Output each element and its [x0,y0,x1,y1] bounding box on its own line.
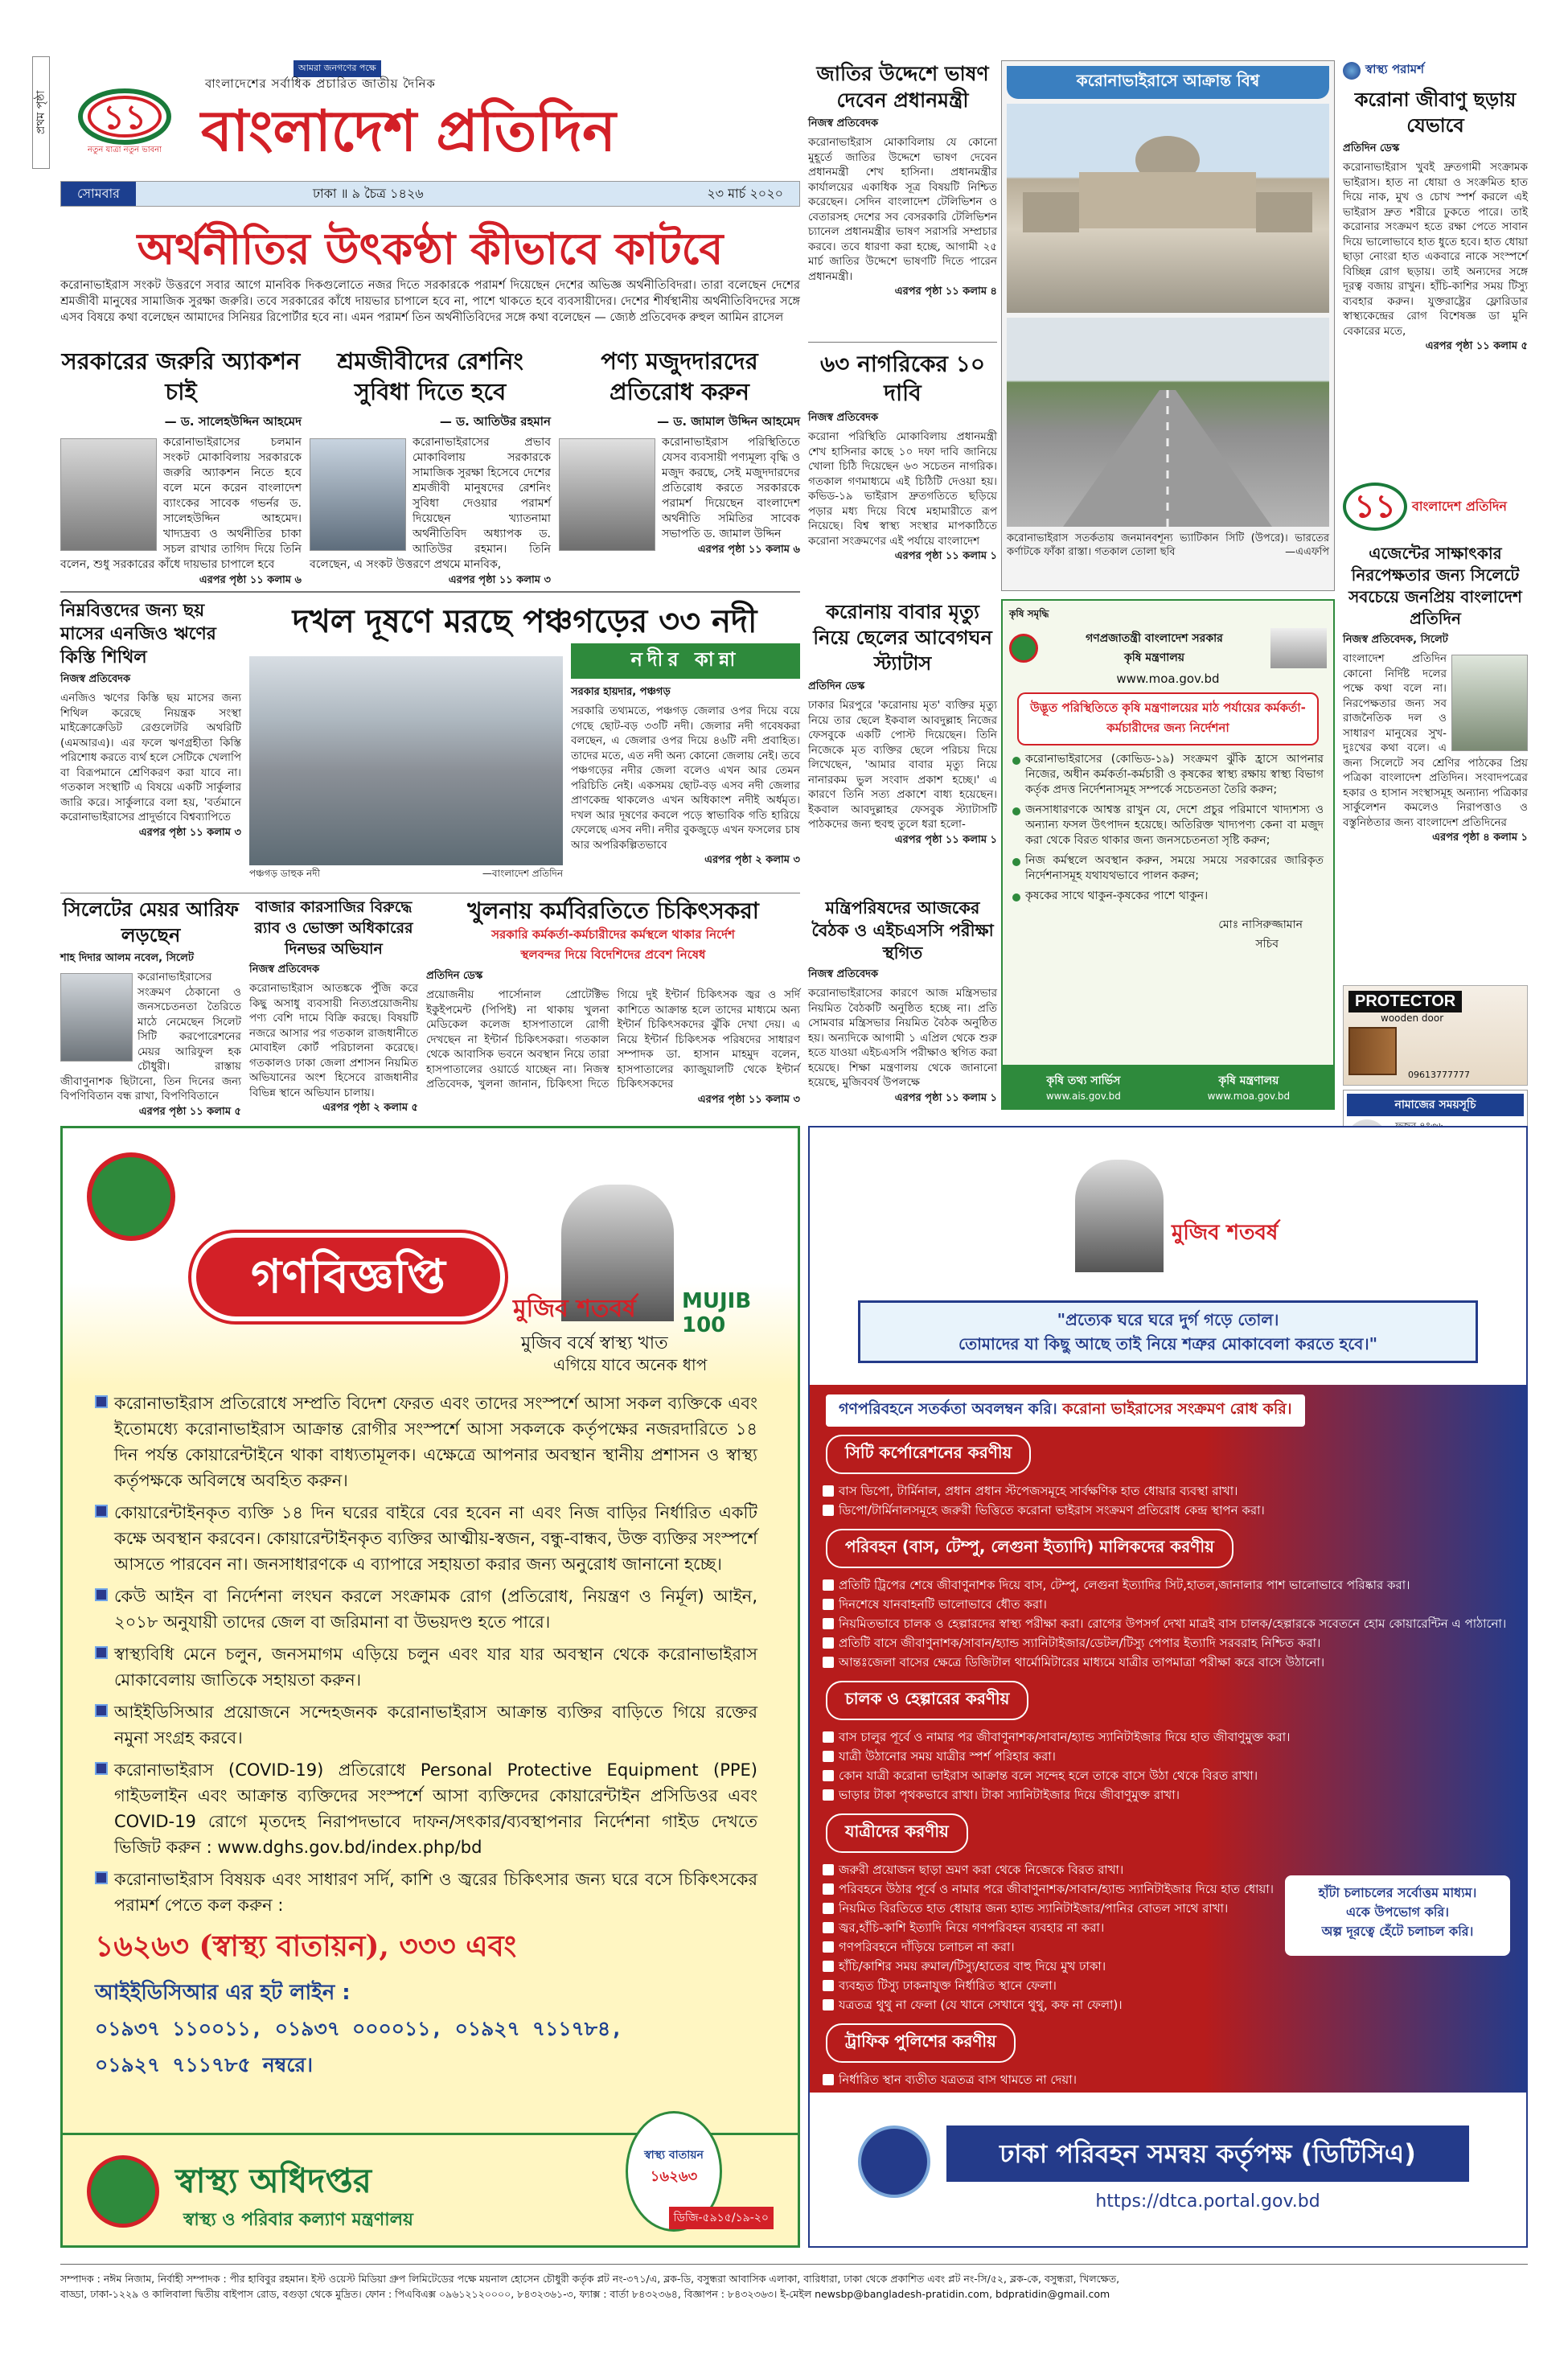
dtca-item-text: ব্যবহৃত টিস্যু ঢাকনাযুক্ত নির্ধারিত স্থানে ফেলা। [839,1978,1057,1993]
lead-col-1-title: সরকারের জরুরি অ্যাকশন চাই [61,347,301,405]
dtca-item [823,1482,1526,1500]
prayer-title: নামাজের সময়সূচি [1347,1094,1524,1116]
market-byline: নিজস্ব প্রতিবেদক [249,963,320,975]
protector-brand: PROTECTOR [1348,991,1462,1012]
dtca-item-text: প্রতিটি বাসে জীবাণুনাশক/সাবান/হ্যান্ড স্যানিটাইজার/ডেটল/টিস্যু পেপার ইত্যাদি সরবরাহ নিশ্চিত করা। [839,1636,1321,1650]
imprint-line-1: সম্পাদক : নঈম নিজাম, নির্বাহী সম্পাদক : পীর হাবিবুর রহমান। ইস্ট ওয়েস্ট মিডিয়া গ্রুপ লিমিটেডের পক্ষে ময়নাল হোসেন চৌধুরী কর্তৃক প্লট নং-৩৭১/এ, ব্লক-ডি, বসুন্ধরা আবাসিক এলাকা, বারিধারা, ঢাকা থেকে প্রকাশিত এবং প্লট নং-সি/৫২, ব্লক-কে, বসুন্ধরা, খিলক্ষেত, [60,2273,1120,2285]
date-bar [60,181,800,207]
rivers-story [249,599,800,883]
english-date: ২৩ মার্চ ২০২০ [707,185,783,201]
bullet-icon [823,1922,834,1933]
dghs-item-text: আইইডিসিআর প্রয়োজনে সন্দেহজনক করোনাভাইরাস আক্রান্ত ব্যক্তির বাড়িতে গিয়ে রক্তের নমুনা সংগ্রহ করবে। [114,1702,757,1748]
page-tag: প্রথম পৃষ্ঠা [32,56,50,169]
tagline-top: আমরা জনগণের পক্ষে [293,60,381,77]
dtca-org: ঢাকা পরিবহন সমন্বয় কর্তৃপক্ষ (ডিটিসিএ) [946,2126,1469,2182]
day-label: সোমবার [61,182,136,206]
agri-ad [1001,599,1335,1110]
mayor-byline: শাহ দিদার আলম নবেল, সিলেট [60,952,194,964]
health-story [1343,60,1528,355]
dghs-item-text: কোয়ারেন্টাইনকৃত ব্যক্তি ১৪ দিন ঘরের বাইরে বের হবেন না এবং নিজ বাড়ির নির্ধারিত একটি কক্ষে অবস্থান করবেন। কোয়ারেন্টাইনকৃত ব্যক্তির আত্মীয়-স্বজন, বন্ধু-বান্ধব, উক্ত ব্যক্তির সংস্পর্শে আসতে পারবেন না। জনসাধারণকে এ ব্যাপারে সহায়তা করার জন্য অনুরোধ জানানো হচ্ছে। [114,1503,757,1574]
bullet-icon [823,1999,834,2011]
citizens-story [808,350,997,565]
mujib-100: MUJIB 100 [682,1289,752,1337]
bullet-icon [1012,807,1020,815]
dtca-section-title: যাত্রীদের করণীয় [826,1813,968,1853]
dtca-url[interactable]: https://dtca.portal.gov.bd [1095,2191,1320,2212]
dtca-item [823,1501,1526,1519]
dghs-item-text: স্বাস্থ্যবিধি মেনে চলুন, জনসমাগম এড়িয়ে চলুন এবং যার যার অবস্থান থেকে করোনাভাইরাস মোকাবেলায় জাতিকে সহায়তা করুন। [114,1645,757,1690]
dghs-list [63,1386,798,1918]
khulna-story [426,897,800,1109]
dtca-item [823,1786,1526,1804]
dtca-main [810,1385,1526,2093]
bullet-icon [823,1751,834,1762]
place-date: ঢাকা ॥ ৯ চৈত্র ১৪২৬ [312,185,424,201]
agent-byline: নিজস্ব প্রতিবেদক, সিলেট [1343,634,1448,646]
mujib-logo-text: মুজিব শতবর্ষ [513,1295,636,1323]
market-story [249,897,418,1117]
bullet-icon [823,1637,834,1649]
dghs-item [95,1699,757,1751]
dtca-item-text: ডিপো/টার্মিনালসমূহে জরুরী ভিত্তিতে করোনা ভাইরাস সংক্রমণ প্রতিরোধ কেন্দ্র স্থাপন করা। [839,1503,1265,1518]
dghs-ad-id: ডিজি-৫৯১৫/১৯-২০ [669,2207,774,2229]
agri-notice-title: উদ্ভূত পরিস্থিতিতে কৃষি মন্ত্রণালয়ের মাঠ পর্যায়ের কর্মকর্তা-কর্মচারীদের জন্য নির্দেশনা [1017,692,1319,745]
dtca-item [823,1748,1526,1765]
health-title: করোনা জীবাণু ছড়ায় যেভাবে [1354,88,1517,137]
dghs-hotline: ১৬২৬৩ (স্বাস্থ্য বাতায়ন), ৩৩৩ এবং [95,1929,517,1963]
dghs-slogan-1: মুজিব বর্ষে স্বাস্থ্য খাত [521,1333,668,1353]
agri-item [1012,803,1324,848]
lead-col-3-byline: — ড. জামাল উদ্দিন আহমেদ [657,414,800,429]
agri-signer-title: সচিব [1255,938,1279,951]
bullet-icon [823,1770,834,1781]
dtca-emblem [858,2126,930,2198]
bullet-icon [95,1395,108,1408]
dtca-item [823,1615,1526,1633]
agri-footer [1003,1065,1333,1108]
batayon-number: ১৬২৬৩ [650,2168,698,2185]
portrait-atiur [310,438,406,551]
dtca-item-text: জ্বর,হাঁচি-কাশি ইত্যাদি নিয়ে গণপরিবহন ব্যবহার না করা। [839,1920,1105,1935]
dghs-item [95,1757,757,1860]
lead-col-3-text: করোনাভাইরাস পরিস্থিতিতে যেসব ব্যবসায়ী পণ্যমূল্য বৃদ্ধি ও মজুদ করছে, সেই মজুদদারদের প্রতিরোধ করতে সরকারকে পরামর্শ দিয়েছেন বাংলাদেশ অর্থনীতি সমিতির সাবেক সভাপতি ড. জামাল উদ্দিন [662,436,800,540]
dghs-item [95,1390,757,1493]
dtca-quote-1: "প্রত্যেক ঘরে ঘরে দুর্গ গড়ে তোল। [1057,1310,1279,1329]
lead-col-1-byline: — ড. সালেহউদ্দিন আহমেদ [164,414,302,429]
bullet-icon [823,1883,834,1895]
dghs-org: স্বাস্থ্য অধিদপ্তর [175,2161,371,2200]
dtca-item [823,1576,1526,1594]
walk-line-3: অল্প দূরত্বে হেঁটে চলাচল করি। [1321,1924,1474,1939]
dtca-item-text: নিয়মিতভাবে চালক ও হেল্পারদের স্বাস্থ্য পরীক্ষা করা। রোগের উপসর্গ দেখা মাত্রই বাস চালক/হেল্পারকে সবেতনে হোম কোয়ারেন্টিন এ পাঠানো। [839,1616,1507,1631]
bullet-icon [95,1871,108,1884]
agent-portrait [1451,655,1528,751]
dtca-item-text: দিনশেষে যানবাহনটি ভালোভাবে ধৌত করা। [839,1597,1047,1612]
agri-item [1012,889,1324,904]
status-text: ঢাকার মিরপুরে 'করোনায় মৃত' ব্যক্তির মৃত্যু নিয়ে তার ছেলে ইকবাল আবদুল্লাহ নিজের ফেসবুকে একটি পোস্ট দিয়েছেন। তিনি নিজেকে মৃত ব্যক্তির ছেলে পরিচয় দিয়ে লিখেছেন, 'আমার বাবার মৃত্যু নিয়ে নানারকম ভুল সংবাদ প্রকাশ হচ্ছে।' এ কারণে তিনি সত্য প্রকাশে বাধ্য হয়েছেন। ইকবাল আবদুল্লাহর ফেসবুক স্ট্যাটাসটি পাঠকদের জন্য হুবহু তুলে ধরা হলো- [808,699,997,831]
govt-emblem [1009,634,1038,663]
khulna-title: খুলনায় কর্মবিরতিতে চিকিৎসকরা [467,897,759,924]
dghs-item [95,1500,757,1577]
lead-col-1-text: করোনাভাইরাসের চলমান সংকট মোকাবিলায় সরকারকে জরুরি অ্যাকশন নিতে হবে বলে মনে করেন বাংলাদেশ ব্যাংকের সাবেক গভর্নর ড. সালেহউদ্দিন আহমেদ। খাদ্যদ্রব্য ও অর্থনীতির চাকা সচল রাখার তাগিদ দিয়ে তিনি বলেন, শুধু সরকারের কাঁধে দায়ভার চাপালে হবে [60,436,302,571]
citizens-byline: নিজস্ব প্রতিবেদক [808,412,879,424]
bullet-icon [1012,893,1020,902]
ais-url[interactable]: www.ais.gov.bd [1045,1090,1121,1102]
agri-item [1012,853,1324,884]
dghs-title: গণবিজ্ঞপ্তি [191,1233,505,1321]
dtca-footer [810,2101,1526,2246]
moa-label: কৃষি মন্ত্রণালয় [1218,1074,1279,1087]
batayon-label: স্বাস্থ্য বাতায়ন [644,2149,704,2162]
agent-story [1343,543,1528,847]
house-ad-name: বাংলাদেশ প্রতিদিন [1412,498,1507,514]
photo-header: করোনাভাইরাসে আক্রান্ত বিশ্ব [1007,66,1329,99]
dtca-alert-1: গণপরিবহনে সতর্কতা অবলম্বন করি। [839,1400,1057,1418]
bullet-icon [95,1646,108,1659]
dtca-item-text: নির্ধারিত স্থান ব্যতীত যত্রতত্র বাস থামতে না দেয়া। [839,2072,1077,2087]
lead-intro-text: করোনাভাইরাস সংকট উত্তরণে সবার আগে মানবিক দিকগুলোতে নজর দিতে সরকারকে পরামর্শ দিয়েছেন দেশের অভিজ্ঞ অর্থনীতিবিদরা। তারা বলেছেন দেশের শ্রমজীবী মানুষের সামাজিক সুরক্ষা জরুরি। তবে সরকারের কাঁধে দায়ভার চাপালে হবে না, পাশে থাকতে হবে ব্যবসায়ীদের। দেশের শীর্ষস্থানীয় অর্থনীতিবিদদের সঙ্গে এসব বিষয়ে কথা বলেছেন আমাদের সিনিয়র রিপোর্টার [60,279,800,324]
lead-col-1 [60,346,302,589]
pm-speech-title: জাতির উদ্দেশে ভাষণ দেবেন প্রধানমন্ত্রী [816,62,989,112]
ssc-byline: নিজস্ব প্রতিবেদক [808,968,879,980]
dtca-item [823,1596,1526,1613]
bullet-icon [823,1599,834,1610]
dtca-section-title: পরিবহন (বাস, টেম্পু, লেগুনা ইত্যাদি) মালিকদের করণীয় [826,1529,1233,1568]
agent-title: এজেন্টের সাক্ষাৎকার নিরপেক্ষতার জন্য সিলেটে সবচেয়ে জনপ্রিয় বাংলাদেশ প্রতিদিন [1348,544,1522,628]
dghs-iedcr: আইইডিসিআর এর হট লাইন : [95,1981,351,2005]
dtca-mujib-logo: মুজিব শতবর্ষ [1172,1221,1279,1245]
portrait-jamal [559,438,655,551]
photo-caption-text: করোনাভাইরাস সতর্কতায় জনমানবশূন্য ভ্যাটিকান সিটি (উপরে)। ভারতের কর্ণাটকে ফাঁকা রাস্তা। গতকাল তোলা ছবি [1007,532,1329,558]
lead-intro-text-2: হবে না। এমন পরামর্শ তিন অর্থনীতিবিদের সঙ্গে কথা বলেছেন — জ্যেষ্ঠ প্রতিবেদক রুহুল আমিন রাসেল [311,311,784,324]
khulna-text: প্রয়োজনীয় পার্সোনাল প্রোটেক্টিভ ইকুইপমেন্ট (পিপিই) না থাকায় খুলনা মেডিকেল কলেজ হাসপাতালে রোগী দেখছেন না ইন্টার্ন চিকিৎসকরা। গতকাল থেকে আবাসিক ভবনে অবস্থান নিয়ে তারা হাসপাতালের ওয়ার্ডে যাচ্ছেন না। নিজস্ব প্রতিবেদক, খুলনা জানান, চিকিৎসা দিতে গিয়ে দুই ইন্টার্ন চিকিৎসক জ্বর ও সর্দি কাশিতে আক্রান্ত হলে তাদের মাধ্যমে অন্য ইন্টার্ন চিকিৎসকদের ঝুঁকি দেখা দেয়। এ নিয়ে ইন্টার্ন চিকিৎসক পরিষদের সাধারণ সম্পাদক ডা. হাসান মাহমুদ বলেন, হাসপাতালের ক্যাজুয়ালটি থেকে ইন্টার্ন চিকিৎসকদের [426,988,800,1090]
dghs-ministry: স্বাস্থ্য ও পরিবার কল্যাণ মন্ত্রণালয় [183,2210,413,2230]
bullet-icon [823,1961,834,1972]
dtca-item [823,2071,1526,2089]
mayor-text: করোনাভাইরাসের সংক্রমণ ঠেকানো ও জনসচেতনতা তৈরিতে মাঠে নেমেছেন সিলেট সিটি করপোরেশনের মেয়র আরিফুল হক চৌধুরী। রাস্তায় জীবাণুনাশক ছিটানো, তিন দিনের জন্য বিপণিবিতান বন্ধ রাখা, বিপণিবিতানে [60,971,241,1103]
bullet-icon [95,1704,108,1717]
citizens-continue: এরপর পৃষ্ঠা ১১ কলাম ১ [894,550,997,562]
ssc-text: করোনাভাইরাসের কারণে আজ মন্ত্রিসভার নিয়মিত বৈঠকটি অনুষ্ঠিত হচ্ছে না। প্রতি সোমবার মন্ত্রিসভার নিয়মিত বৈঠক অনুষ্ঠিত হয়। অন্যদিকে আগামী ১ এপ্রিল থেকে শুরু হতে যাওয়া এইচএসসি পরীক্ষাও স্থগিত করা হয়েছে। শিক্ষা মন্ত্রণালয় থেকে জানানো হয়েছে, মুজিববর্ষ উপলক্ষে [808,987,997,1089]
lead-intro [60,277,800,326]
dtca-item [823,1977,1285,1994]
door-image [1348,1027,1397,1075]
walk-line-2: একে উপভোগ করি। [1345,1904,1450,1920]
agri-gov: গণপ্রজাতন্ত্রী বাংলাদেশ সরকার [1086,632,1223,645]
anniversary-text: নতুন যাত্রা নতুন ভাবনা [87,146,162,154]
market-title: বাজার কারসাজির বিরুদ্ধে র‍্যাব ও ভোক্তা অধিকারের দিনভর অভিযান [254,898,413,958]
ssc-continue: এরপর পৃষ্ঠা ১১ কলাম ১ [894,1091,997,1104]
house-ad-number: ১১ [1343,483,1407,531]
anniversary-number: ১১ [102,97,147,137]
dtca-item [823,1957,1285,1975]
ngo-title: নিম্নবিত্তদের জন্য ছয় মাসের এনজিও ঋণের কিস্তি শিথিল [60,600,216,667]
masthead [60,60,800,173]
lead-col-3-title: পণ্য মজুদদারদের প্রতিরোধ করুন [601,347,758,405]
lead-headline: অর্থনীতির উৎকণ্ঠা কীভাবে কাটবে [137,223,724,274]
agri-item-text: করোনাভাইরাসের (কোভিড-১৯) সংক্রমণ ঝুঁকি হ্রাসে আপনার নিজের, অধীন কর্মকর্তা-কর্মচারী ও কৃষকের স্বাস্থ্য রক্ষায় স্বাস্থ্য বিভাগ কর্তৃক প্রদত্ত নির্দেশনাসমূহ সম্পর্কে সচেতনতা তৈরি করুন; [1025,753,1324,796]
bullet-icon [1012,858,1020,866]
bullet-icon [95,1762,108,1775]
bullet-icon [823,1618,834,1629]
dghs-item [95,1583,757,1635]
lead-col-2-continue: এরপর পৃষ্ঠা ১১ কলাম ৩ [448,574,551,586]
status-byline: প্রতিদিন ডেস্ক [808,680,865,692]
health-byline: প্রতিদিন ডেস্ক [1343,142,1400,154]
portrait-salehuddin [60,438,157,551]
walking-box [1285,1875,1510,1956]
agri-item-text: জনসাধারণকে আশ্বস্ত রাখুন যে, দেশে প্রচুর পরিমাণে খাদ্যশস্য ও অন্যান্য ফসল উৎপাদন হয়েছে। অতিরিক্ত খাদ্যপণ্য কেনা বা মজুদ করা থেকে বিরত থাকার জন্য জনসচেতনতা সৃষ্টি করুন; [1025,803,1324,847]
citizens-title: ৬৩ নাগরিকের ১০ দাবি [819,351,986,406]
rivers-continue: এরপর পৃষ্ঠা ২ কলাম ৩ [704,854,800,866]
dtca-item-text: আন্তঃজেলা বাসের ক্ষেত্রে ডিজিটাল থার্মোমিটারের মাধ্যমে যাত্রীর তাপমাত্রা পরীক্ষা করে বাসে উঠানো। [839,1655,1325,1670]
pm-speech-text: করোনাভাইরাস মোকাবিলায় যে কোনো মুহূর্তে জাতির উদ্দেশে ভাষণ দেবেন প্রধানমন্ত্রী শেখ হাসিনা। প্রধানমন্ত্রীর কার্যালয়ের একাধিক সূত্র বিষয়টি নিশ্চিত করেছেন। সেদিন বাংলাদেশ টেলিভিশন ও বেতারসহ দেশের সব বেসরকারি টেলিভিশন চ্যানেল প্রধানমন্ত্রীর ভাষণ সরাসরি সম্প্রচার করবে। তবে ধারণা করা হচ্ছে, আগামী ২৫ মার্চ জাতির উদ্দেশে ভাষণটি দিতে পারেন প্রধানমন্ত্রী। [808,136,997,283]
rivers-title: দখল দূষণে মরছে পঞ্চগড়ের ৩৩ নদী [292,602,757,640]
dtca-item-text: জরুরী প্রয়োজন ছাড়া ভ্রমণ করা থেকে নিজেকে বিরত রাখা। [839,1863,1124,1877]
dtca-mujib-portrait [1075,1160,1164,1272]
agri-item-text: নিজ কর্মস্থলে অবস্থান করুন, সময়ে সময়ে সরকারের জারিকৃত নির্দেশনাসমূহ যথাযথভাবে পালন করুন; [1025,854,1324,882]
bullet-icon [823,2074,834,2085]
photo-box [1001,60,1335,591]
dtca-item-text: যাত্রী উঠানোর সময় যাত্রীর স্পর্শ পরিহার করা। [839,1749,1056,1764]
dtca-item-text: পরিবহনে উঠার পূর্বে ও নামার পরে জীবাণুনাশক/সাবান/হ্যান্ড স্যানিটাইজার দিয়ে হাত ধোয়া। [839,1882,1275,1896]
dghs-item-text: করোনাভাইরাস প্রতিরোধে সম্প্রতি বিদেশ ফেরত এবং তাদের সংস্পর্শে আসা সকল ব্যক্তিকে এবং ইতোমধ্যে করোনাভাইরাস আক্রান্ত রোগীর সংস্পর্শে আসা সকলকে কর্তৃপক্ষের নজরদারিতে ১৪ দিন পর্যন্ত কোয়ারেন্টাইনে থাকা বাধ্যতামূলক। এক্ষেত্রে আপনার অবস্থান স্থানীয় প্রশাসন ও স্বাস্থ্য কর্তৃপক্ষকে অবিলম্বে অবহিত করুন। [114,1394,757,1490]
rivers-banner: নদীর কান্না [571,643,800,679]
house-ad-logo [1343,474,1528,539]
protector-ad [1343,985,1528,1086]
dtca-item-text: প্রতিটি ট্রিপের শেষে জীবাণুনাশক দিয়ে বাস, টেম্পু, লেগুনা ইত্যাদির সিট,হাতল,জানালার পাশ ভালোভাবে পরিষ্কার করা। [839,1578,1410,1592]
bullet-icon [823,1485,834,1497]
imprint-line-2: বাড্ডা, ঢাকা-১২২৯ ও কালিবালা দ্বিতীয় বাইপাস রোড, বগুড়া থেকে মুদ্রিত। ফোন : পিএবিএক্স ০৯৬১২১২০০০০, ৮৪৩২৩৬১-৩, ফ্যাক্স : বার্তা ৮৪৩২৩৬৪, বিজ্ঞাপন : ৮৪৩২৩৬৩। ই-মেইল newsbp@bangladesh-pratidin.com, bdpratidin@gmail.com [60,2288,1110,2300]
bullet-icon [823,1657,834,1668]
dtca-item-text: নিয়মিত বিরতিতে হাত ধোয়ার জন্য হ্যান্ড স্যানিটাইজার/পানির বোতল সাথে রাখা। [839,1901,1229,1916]
health-text: করোনাভাইরাস খুবই দ্রুতগামী সংক্রামক ভাইরাস। হাত না ধোয়া ও সংক্রমিত হাত দিয়ে নাক, মুখ ও চোখ স্পর্শ করলে এই ভাইরাস দ্রুত শরীরে ঢুকতে পারে। তাই করোনার সংক্রমণ হতে রক্ষা পেতে সাবান দিয়ে ভালোভাবে হাত ধুতে হবে। হাত ধোয়া ছাড়া নোংরা হাত একবারে নাকে সংস্পর্শে বিচ্ছিন্ন রোগ ছড়ায়। তাই অন্যদের সঙ্গে দূরত্ব বজায় রাখুন। হাঁচি-কাশির সময় টিস্যু ব্যবহার করুন। যুক্তরাষ্ট্রের ফ্লোরিডার স্বাস্থ্যকেন্দ্রের রোগ বিশেষজ্ঞ ডা মুনি বেকারের মতে, [1343,161,1528,338]
imprint [60,2264,1528,2302]
virus-icon [1343,62,1361,80]
khulna-sub-1: সরকারি কর্মকর্তা-কর্মচারীদের কর্মস্থলে থাকার নির্দেশ [491,927,735,942]
bullet-icon [823,1980,834,1991]
dtca-item-text: যত্রতত্র থুথু না ফেলা (যে খানে সেখানে থুথু, কফ না ফেলা)। [839,1998,1123,2012]
bullet-icon [95,1588,108,1601]
tagline: বাংলাদেশের সর্বাধিক প্রচারিত জাতীয় দৈনিক [205,76,436,91]
lead-col-2-byline: — ড. আতিউর রহমান [439,414,551,429]
ngo-story [60,599,241,842]
agri-kicker: কৃষি সমৃদ্ধি [1009,608,1049,619]
bullet-icon [823,1903,834,1914]
dtca-item-text: গণপরিবহনে দাঁড়িয়ে চলাচল না করা। [839,1940,1015,1954]
pm-speech-continue: এরপর পৃষ্ঠা ১১ কলাম ৪ [894,285,997,298]
lead-col-1-continue: এরপর পৃষ্ঠা ১১ কলাম ৬ [199,574,302,586]
bullet-icon [823,1579,834,1591]
river-caption: পঞ্চগড় ডাহুক নদী [249,868,320,879]
dghs-numbers-1: ০১৯৩৭ ১১০০১১, ০১৯৩৭ ০০০০১১, ০১৯২৭ ৭১১৭৮৪, [95,2017,623,2040]
agri-url: www.moa.gov.bd [1116,672,1220,686]
dghs-numbers-2: ০১৯২৭ ৭১১৭৮৫ নম্বরে। [95,2053,314,2076]
lead-col-3 [559,346,800,559]
dtca-item-text: বাস চালুর পূর্বে ও নামার পর জীবাণুনাশক/সাবান/হ্যান্ড স্যানিটাইজার দিয়ে হাত জীবাণুমুক্ত করা। [839,1730,1291,1744]
agent-text: বাংলাদেশ প্রতিদিন কোনো নির্দিষ্ট দলের পক্ষে কথা বলে না। নিরপেক্ষতার জন্য সব রাজনৈতিক দল ও সাধারণ মানুষের সুখ-দুঃখের কথা বলে। এ জন্য সিলেটে সব শ্রেণির পাঠকের প্রিয় পত্রিকা বাংলাদেশ প্রতিদিন। সংবাদপত্রের হকার ও হাসান সংস্থাসমূহ অন্যান্য পত্রিকার সার্কুলেশন কমলেও নিরাপত্তাও ও বস্তুনিষ্ঠতার জন্য বাংলাদেশ প্রতিদিনের [1343,652,1528,829]
bullet-icon [823,1789,834,1801]
river-credit: —বাংলাদেশ প্রতিদিন [482,868,563,879]
lead-col-2 [310,346,551,589]
karnataka-photo [1007,318,1329,527]
dtca-item-text: ভাড়ার টাকা পৃথকভাবে রাখা। টাকা স্যানিটাইজার দিয়ে জীবাণুমুক্ত রাখা। [839,1788,1180,1802]
dtca-item [823,1653,1526,1671]
dtca-alert-2: করোনা ভাইরাসের সংক্রমণ রোধ করি। [1062,1400,1292,1418]
dtca-section-title: ট্রাফিক পুলিশের করণীয় [826,2023,1016,2063]
agri-item-text: কৃষকের সাথে থাকুন-কৃষকের পাশে থাকুন। [1025,889,1209,902]
ssc-story [808,897,997,1107]
vatican-photo [1007,104,1329,313]
mayor-portrait [60,973,133,1062]
newspaper-name: বাংলাদেশ প্রতিদিন [201,97,616,164]
agent-continue: এরপর পৃষ্ঠা ৪ কলাম ১ [1432,832,1528,844]
walk-line-1: হাঁটা চলাচলের সর্বোত্তম মাধ্যম। [1318,1885,1477,1900]
dtca-item [823,1728,1526,1746]
health-directorate-emblem [87,1152,175,1241]
pm-speech-story [808,60,997,301]
ngo-byline: নিজস্ব প্রতিবেদক [60,673,131,685]
khulna-sub-2: স্থলবন্দর দিয়ে বিদেশিদের প্রবেশ নিষেধ [520,947,706,962]
dtca-quote-box [858,1300,1478,1363]
ngo-continue: এরপর পৃষ্ঠা ১১ কলাম ৩ [138,826,241,839]
dghs-item [95,1867,757,1918]
bullet-icon [823,1941,834,1953]
bullet-icon [95,1505,108,1518]
mayor-story [60,897,241,1121]
health-kicker [1343,60,1528,80]
protector-sub: wooden door [1381,1012,1444,1024]
khulna-byline: প্রতিদিন ডেস্ক [426,970,483,982]
anniversary-logo [76,84,173,157]
dtca-item [823,1861,1285,1879]
lead-col-3-continue: এরপর পৃষ্ঠা ১১ কলাম ৬ [697,544,800,556]
dghs-item-text: কেউ আইন বা নির্দেশনা লংঘন করলে সংক্রামক রোগ (প্রতিরোধ, নিয়ন্ত্রণ ও নির্মূল) আইন, ২০১৮ অনুযায়ী তাদের জেল বা জরিমানা বা উভয়দণ্ড হতে পারে। [114,1587,757,1632]
dghs-item-text: করোনাভাইরাস বিষয়ক এবং সাধারণ সর্দি, কাশি ও জ্বরের চিকিৎসার জন্য ঘরে বসে চিকিৎসকের পরামর্শ পেতে কল করুন : [114,1870,757,1915]
market-continue: এরপর পৃষ্ঠা ২ কলাম ৫ [322,1102,418,1114]
lead-col-2-text: করোনাভাইরাসের প্রভাব মোকাবিলায় সরকারকে সামাজিক সুরক্ষা হিসেবে দেশের শ্রমজীবী মানুষদের রেশনিং সুবিধা দেওয়ার পরামর্শ দিয়েছেন খ্যাতনামা অর্থনীতিবিদ অধ্যাপক ড. আতিউর রহমান। তিনি বলেছেন, এ সংকট উত্তরণে প্রথমে মানবিক, [310,436,551,571]
mayor-title: সিলেটের মেয়র আরিফ লড়ছেন [63,897,239,947]
dtca-item-text: কোন যাত্রী করোনা ভাইরাস আক্রান্ত বলে সন্দেহ হলে তাকে বাসে উঠা থেকে বিরত রাখা। [839,1768,1258,1783]
dtca-item [823,1767,1526,1785]
lead-col-2-title: শ্রমজীবীদের রেশনিং সুবিধা দিতে হবে [337,347,523,405]
bullet-icon [1012,757,1020,765]
citizens-text: করোনা পরিস্থিতি মোকাবিলায় প্রধানমন্ত্রী শেখ হাসিনার কাছে ১০ দফা দাবি জানিয়ে খোলা চিঠি দিয়েছেন ৬৩ সচেতন নাগরিক। গতকাল গণমাধ্যমে এই চিঠিটি দেওয়া হয়। কভিড-১৯ ভাইরাস দ্রুতগতিতে ছড়িয়ে পড়ার মধ্য দিয়ে বিশ্বে মহামারীতে রূপ নিয়েছে। বিশ্ব স্বাস্থ্য সংস্থার মাপকাঠিতে করোনা সংক্রমণের এই পর্যায়ে বাংলাদেশ [808,430,997,548]
pm-speech-byline: নিজস্ব প্রতিবেদক [808,117,879,129]
agri-ministry: কৃষি মন্ত্রণালয় [1123,651,1185,664]
dtca-item [823,1938,1285,1956]
dghs-ad [60,1126,800,2248]
moa-url[interactable]: www.moa.gov.bd [1207,1090,1291,1102]
dghs-footer-emblem [87,2155,159,2228]
rivers-byline: সরকার হায়দার, পঞ্চগড় [571,686,671,698]
status-story [808,599,997,849]
agri-item [1012,752,1324,798]
bullet-icon [823,1505,834,1516]
market-text: করোনাভাইরাস আতঙ্ককে পুঁজি করে কিছু অসাধু ব্যবসায়ী নিত্যপ্রয়োজনীয় পণ্য বেশি দামে বিক্রি করছে। বিষয়টি নজরে আসার পর গতকাল রাজধানীতে মোবাইল কোর্ট পরিচালনা করেছে। গতকালও ঢাকা জেলা প্রশাসন নিয়মিত অভিযানের অংশ হিসেবে রাজধানীর বিভিন্ন স্থানে অভিযান চালায়। [249,982,418,1099]
protector-phone: 09613777777 [1408,1070,1470,1080]
dtca-item [823,1996,1285,2014]
photo-caption [1007,532,1329,559]
ssc-title: মন্ত্রিপরিষদের আজকের বৈঠক ও এইচএসসি পরীক্ষা স্থগিত [811,897,994,963]
dtca-item-text: হাঁচি/কাশির সময় রুমাল/টিস্যু/হাতের বাহু দিয়ে মুখ ঢাকা। [839,1959,1106,1974]
dtca-item [823,1634,1526,1652]
khulna-continue: এরপর পৃষ্ঠা ১১ কলাম ৩ [697,1093,800,1106]
dtca-section-title: চালক ও হেল্পারের করণীয় [826,1681,1028,1720]
ngo-text: এনজিও ঋণের কিস্তি ছয় মাসের জন্য শিথিল করেছে নিয়ন্ত্রক সংস্থা মাইক্রোক্রেডিট রেগুলেটরি অথরিটি (এমআরএ)। এর ফলে ঋণগ্রহীতা কিস্তি পরিশোধ করতে ব্যর্থ হলে সেটিকে খেলাপি বা বিরূপমানে শ্রেণিকরণ করা যাবে না। গতকাল সংস্থাটি এ বিষয়ে একটি সার্কুলার জারি করে। সার্কুলারে বলা হয়, 'বর্তমানে করোনাভাইরাসের প্রাদুর্ভাবে বিশ্বব্যাপিতে [60,692,241,824]
agri-signer: মোঃ নাসিরুজ্জামান [1218,918,1303,931]
dtca-item [823,1880,1285,1898]
mujib-logo-small [1270,628,1327,668]
dghs-footer [63,2133,798,2245]
dtca-ad [808,1126,1528,2248]
health-kicker-text: স্বাস্থ্য পরামর্শ [1365,62,1424,76]
dtca-section-title: সিটি কর্পোরেশনের করণীয় [826,1435,1031,1474]
health-continue: এরপর পৃষ্ঠা ১১ কলাম ৫ [1425,340,1528,352]
photo-credit: —এএফপি [1285,546,1329,558]
dghs-item-text: করোনাভাইরাস (COVID-19) প্রতিরোধে Personal Protective Equipment (PPE) গাইডলাইন এবং আক্রান্ত ব্যক্তিদের সংস্পর্শে আসা ব্যক্তিদের কোয়ারেন্টাইন প্রসিডিওর এবং COVID-19 রোগে মৃতদেহ নিরাপদভাবে দাফন/সৎকার/ব্যবস্থাপনার নির্দেশনা গাইড দেখতে ভিজিট করুন : www.dghs.gov.bd/index.php/bd [114,1760,757,1857]
dghs-item [95,1641,757,1693]
mayor-continue: এরপর পৃষ্ঠা ১১ কলাম ৫ [138,1105,241,1118]
dtca-item [823,1919,1285,1937]
dghs-slogan-2: এগিয়ে যাবে অনেক ধাপ [553,1355,708,1374]
rivers-text: সরকারি তথ্যমতে, পঞ্চগড় জেলার ওপর দিয়ে বয়ে গেছে ছোট-বড় ৩৩টি নদী। জেলার নদী গবেষকরা বলছেন, এ জেলার ওপর দিয়ে ৪৬টি নদী প্রবাহিত। তাদের মতে, এত নদী অন্য কোনো জেলায় নেই। তবে পঞ্চগড়ের নদীর জেলা বলেও এখন আর তেমন পরিচিতি নেই। একসময় ছোট-বড় এসব নদী জেলার প্রাণকেন্দ্র থাকলেও এখন অধিকাংশ নদীই অর্ধমৃত। দখল আর দূষণের কবলে পড়ে স্বাভাবিক গতি হারিয়ে ফেলেছে এসব নদী। নদীর বুকজুড়ে এখন ফসলের চাষ আর অপরিকল্পিতভাবে [571,704,800,852]
bullet-icon [823,1864,834,1875]
dtca-item [823,1900,1285,1917]
dtca-quote-2: তোমাদের যা কিছু আছে তাই নিয়ে শত্রুর মোকাবেলা করতে হবে।" [958,1334,1378,1353]
river-photo [249,656,563,865]
dtca-alert [826,1394,1305,1427]
dtca-item-text: বাস ডিপো, টার্মিনাল, প্রধান প্রধান স্টপেজসমূহে সার্বক্ষণিক হাত ধোয়ার ব্যবস্থা রাখা। [839,1484,1238,1498]
bullet-icon [823,1731,834,1743]
status-title: করোনায় বাবার মৃত্যু নিয়ে ছেলের আবেগঘন স্ট্যাটাস [813,600,992,675]
ais-label: কৃষি তথ্য সার্ভিস [1046,1074,1121,1087]
status-continue: এরপর পৃষ্ঠা ১১ কলাম ১ [894,833,997,846]
